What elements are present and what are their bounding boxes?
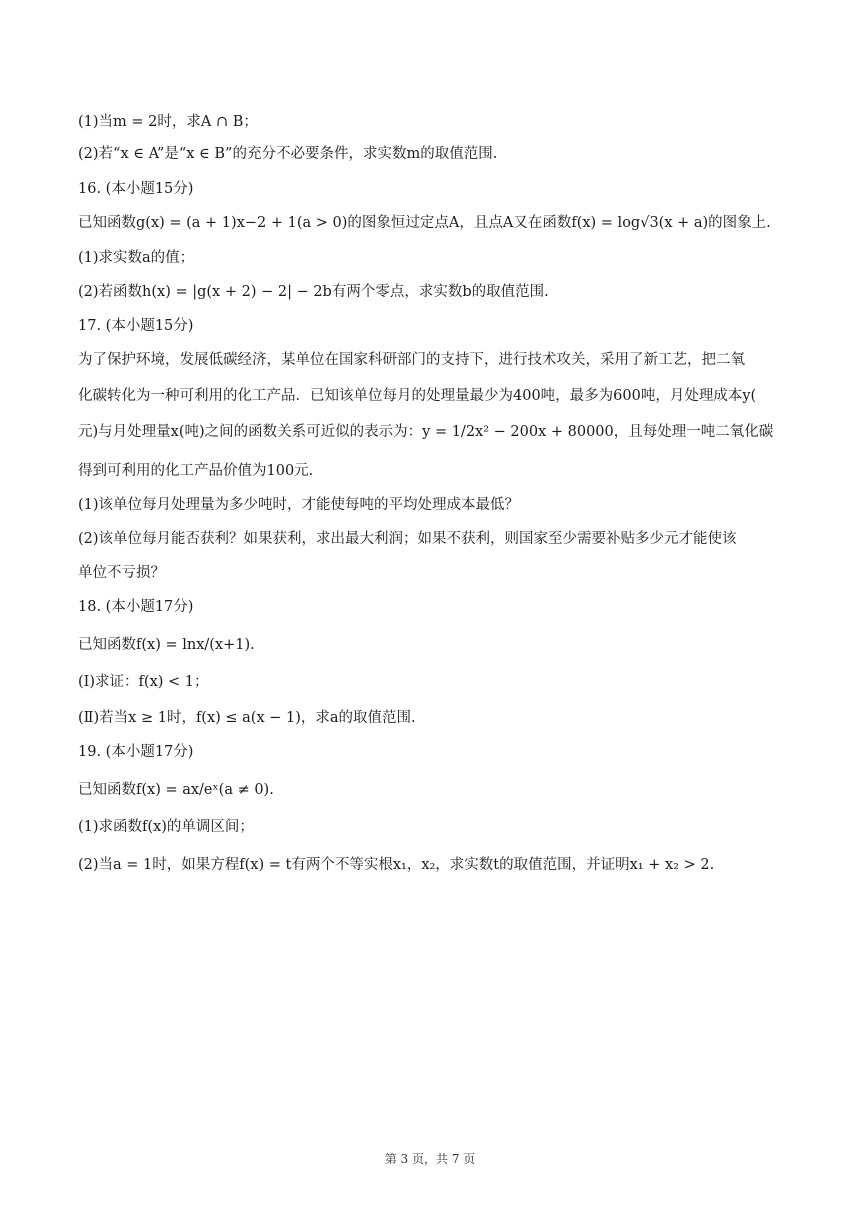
q17-heading: 17. (本小题15分): [78, 318, 194, 334]
q18-stem: 已知函数f(x) = lnx/(x+1).: [78, 637, 255, 653]
q16-stem: 已知函数g(x) = (a + 1)x−2 + 1(a > 0)的图象恒过定点A，且点A又在函数f(x) = log√3(x + a)的图象上.: [78, 215, 771, 231]
q17-part2-line2: 单位不亏损？: [78, 565, 165, 581]
q17-stem-line1: 为了保护环境，发展低碳经济，某单位在国家科研部门的支持下，进行技术攻关，采用了新工艺，把二氧: [78, 352, 745, 368]
q17-part1: (1)该单位每月处理量为多少吨时，才能使每吨的平均处理成本最低？: [78, 497, 520, 513]
q17-part2-line1: (2)该单位每月能否获利？如果获利，求出最大利润；如果不获利，则国家至少需要补贴多少元才能使该: [78, 531, 737, 547]
q18-part1: (Ⅰ)求证：f(x) < 1；: [78, 674, 209, 690]
q17-stem-line2: 化碳转化为一种可利用的化工产品．已知该单位每月的处理量最少为400吨，最多为600吨，月处理成本y(: [78, 388, 757, 404]
q19-heading: 19. (本小题17分): [78, 744, 194, 760]
q18-heading: 18. (本小题17分): [78, 599, 194, 615]
q17-stem-line4: 得到可利用的化工产品价值为100元.: [78, 463, 314, 479]
q17-stem-line3: 元)与月处理量x(吨)之间的函数关系可近似的表示为：y = 1/2x² − 200x + 80000，且每处理一吨二氧化碳: [78, 424, 774, 440]
q15-part2: (2)若“x ∈ A”是“x ∈ B”的充分不必要条件，求实数m的取值范围.: [78, 146, 498, 162]
q16-part2: (2)若函数h(x) = |g(x + 2) − 2| − 2b有两个零点，求实数b的取值范围.: [78, 284, 549, 300]
q19-part2: (2)当a = 1时，如果方程f(x) = t有两个不等实根x₁，x₂，求实数t的取值范围，并证明x₁ + x₂ > 2.: [78, 857, 715, 873]
q18-part2: (Ⅱ)若当x ≥ 1时，f(x) ≤ a(x − 1)，求a的取值范围.: [78, 710, 416, 726]
q16-heading: 16. (本小题15分): [78, 181, 194, 197]
page-number-footer: 第 3 页，共 7 页: [384, 1152, 476, 1166]
q16-part1: (1)求实数a的值；: [78, 250, 195, 266]
q19-part1: (1)求函数f(x)的单调区间；: [78, 819, 254, 835]
q19-stem: 已知函数f(x) = ax/eˣ(a ≠ 0).: [78, 782, 274, 798]
q15-part1: (1)当m = 2时，求A ∩ B；: [78, 114, 258, 130]
